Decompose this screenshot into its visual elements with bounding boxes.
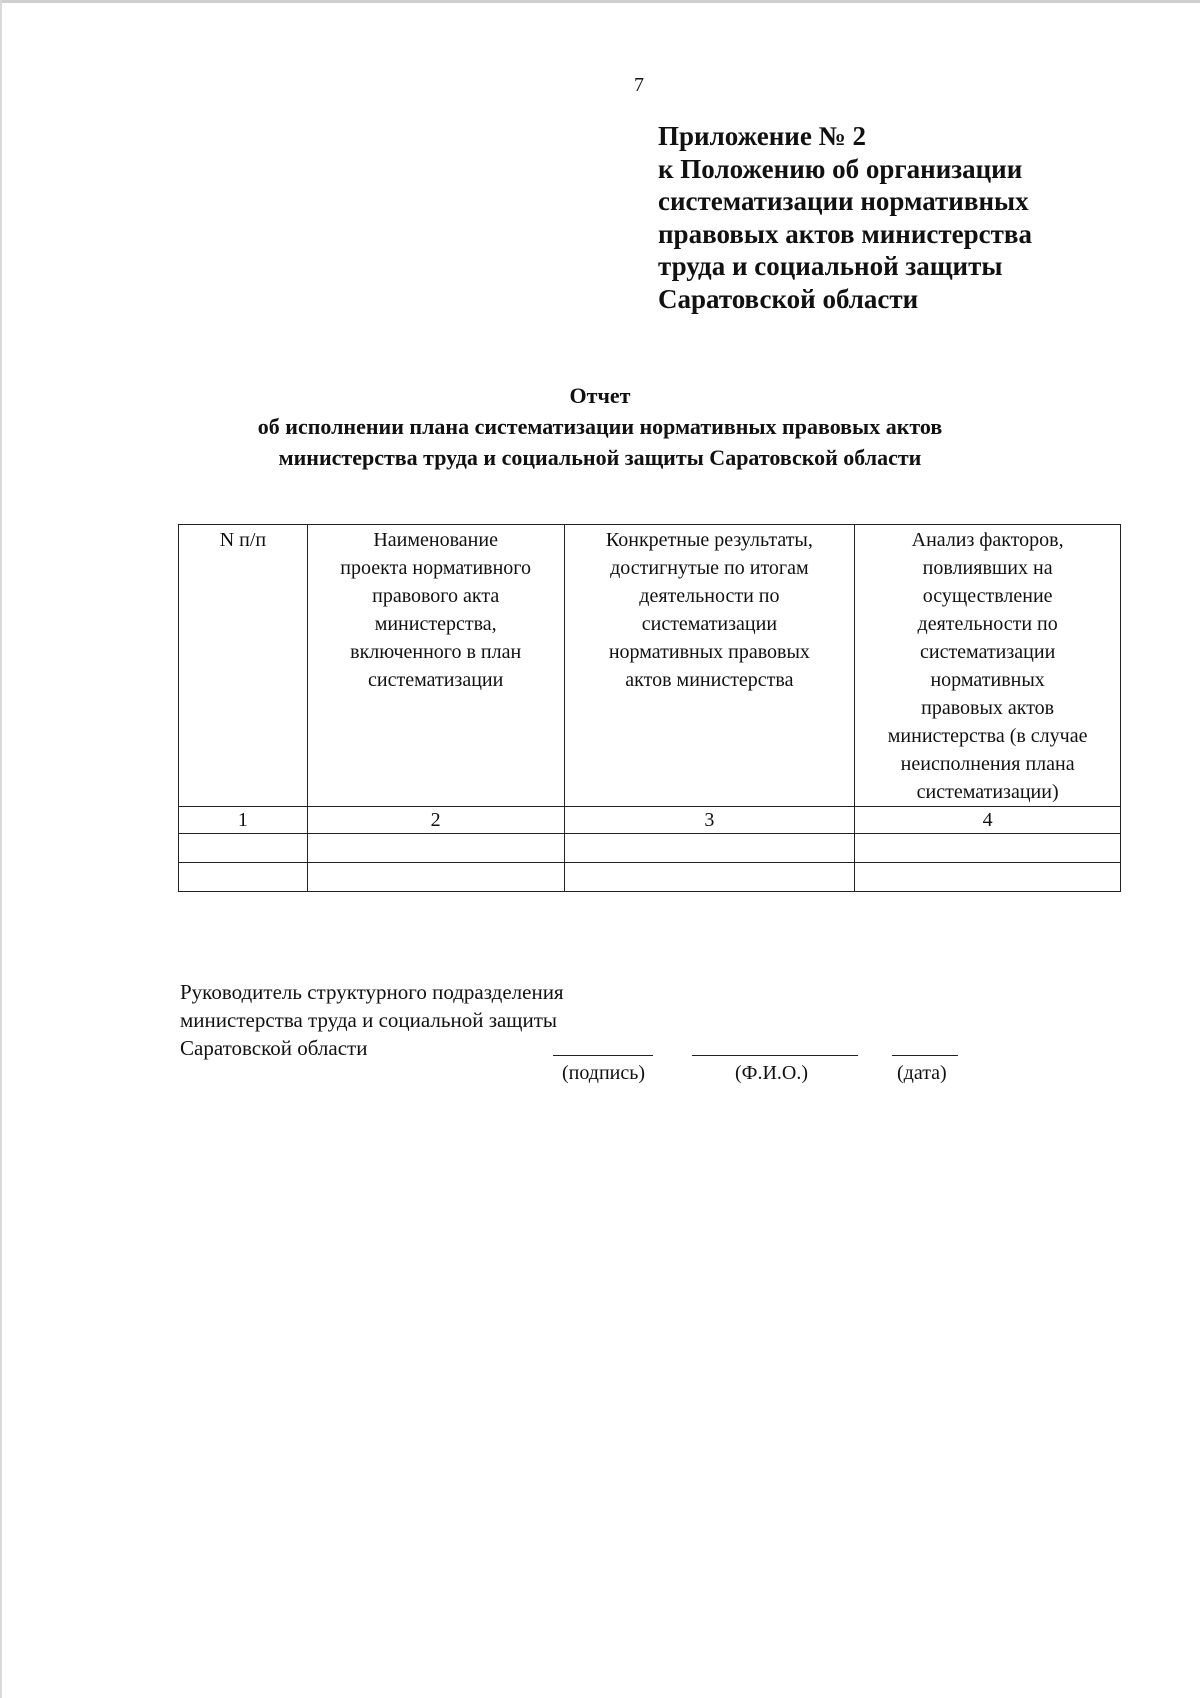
signature-block bbox=[180, 978, 564, 1062]
column-number-row bbox=[179, 807, 1121, 834]
column-number-cell: 1 bbox=[179, 807, 308, 834]
table-cell bbox=[855, 834, 1121, 863]
appendix-line: труда и социальной защиты bbox=[658, 251, 1003, 281]
signature-line-text: Саратовской области bbox=[180, 1036, 368, 1060]
report-title-line: министерства труда и социальной защиты Саратовской области bbox=[278, 445, 922, 470]
date-caption: (дата) bbox=[897, 1062, 947, 1084]
appendix-line: Саратовской области bbox=[658, 283, 919, 314]
table-cell bbox=[179, 834, 308, 863]
signature-line-text: министерства труда и социальной защиты bbox=[180, 1008, 558, 1032]
signature-caption: (подпись) bbox=[562, 1062, 646, 1084]
table-header-row bbox=[179, 525, 1121, 807]
table-cell bbox=[855, 863, 1121, 892]
appendix-line: к Положению об организации bbox=[658, 153, 1023, 184]
header-cell-number: N п/п bbox=[179, 525, 308, 807]
column-number-cell: 4 bbox=[855, 807, 1121, 834]
page-edge-top bbox=[0, 0, 1200, 3]
header-cell-results: Конкретные результаты, достигнутые по итогам деятельности по систематизации нормативных правовых актов министерства bbox=[564, 525, 855, 807]
appendix-line: систематизации нормативных bbox=[658, 186, 1029, 216]
report-table bbox=[178, 524, 1121, 892]
report-title-line: Отчет bbox=[569, 383, 631, 408]
table-cell bbox=[179, 863, 308, 892]
table-cell bbox=[307, 834, 564, 863]
table-row bbox=[179, 863, 1121, 892]
table-cell bbox=[307, 863, 564, 892]
page-number: 7 bbox=[634, 74, 644, 96]
signature-blank-line bbox=[553, 1055, 653, 1056]
appendix-line: правовых актов министерства bbox=[658, 218, 1032, 249]
name-blank-line bbox=[692, 1055, 858, 1056]
report-title bbox=[150, 380, 1050, 473]
header-cell-act-name: Наименование проекта нормативного правового акта министерства, включенного в план систематизации bbox=[307, 525, 564, 807]
appendix-line: Приложение № 2 bbox=[658, 121, 866, 151]
column-number-cell: 3 bbox=[564, 807, 855, 834]
signature-line-text: Руководитель структурного подразделения bbox=[180, 980, 564, 1004]
table-cell bbox=[564, 863, 855, 892]
table-cell bbox=[564, 834, 855, 863]
name-caption: (Ф.И.О.) bbox=[735, 1062, 809, 1084]
header-cell-analysis: Анализ факторов, повлиявших на осуществление деятельности по систематизации нормативных правовых актов министерства (в случае неисполнения плана систематизации) bbox=[855, 525, 1121, 807]
appendix-heading bbox=[658, 120, 1118, 315]
column-number-cell: 2 bbox=[307, 807, 564, 834]
report-title-line: об исполнении плана систематизации нормативных правовых актов bbox=[257, 414, 943, 439]
table-row bbox=[179, 834, 1121, 863]
date-blank-line bbox=[892, 1055, 958, 1056]
page-edge-left bbox=[0, 0, 2, 1698]
